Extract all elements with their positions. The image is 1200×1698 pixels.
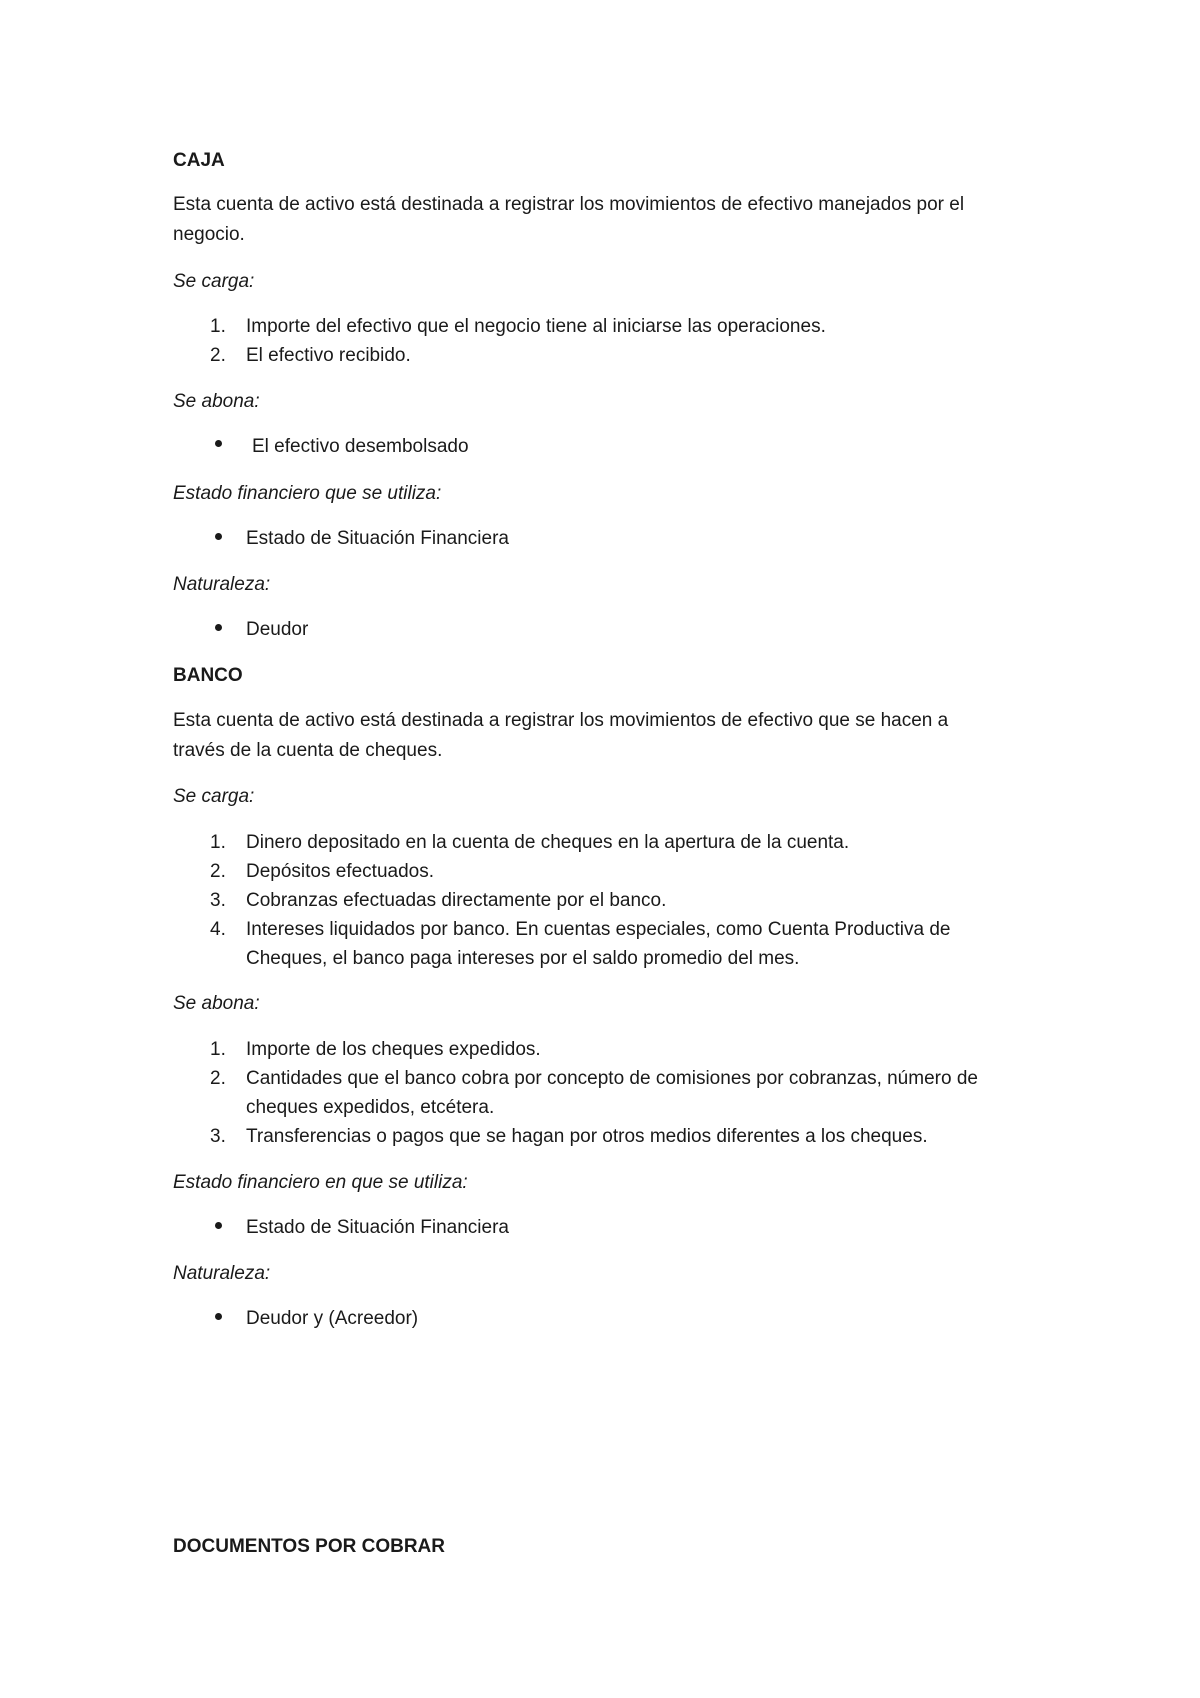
banco-abona-item-1: Importe de los cheques expedidos. <box>246 1039 541 1060</box>
bullet-icon <box>215 1222 222 1229</box>
bullet-icon <box>215 440 222 447</box>
banco-se-carga-label: Se carga: <box>173 786 255 807</box>
banco-description-line2: través de la cuenta de cheques. <box>173 740 443 761</box>
banco-naturaleza-label: Naturaleza: <box>173 1263 271 1284</box>
caja-naturaleza-label: Naturaleza: <box>173 574 271 595</box>
banco-carga-item-2: Depósitos efectuados. <box>246 861 435 882</box>
caja-description-line2: negocio. <box>173 224 245 245</box>
banco-description-line1: Esta cuenta de activo está destinada a registrar los movimientos de efectivo que se hacen a <box>173 710 949 731</box>
caja-naturaleza-item-1: Deudor <box>246 619 309 640</box>
banco-carga-item-3: Cobranzas efectuadas directamente por el banco. <box>246 890 667 911</box>
banco-carga-num-1: 1. <box>210 832 226 853</box>
banco-carga-item-1: Dinero depositado en la cuenta de cheques en la apertura de la cuenta. <box>246 832 850 853</box>
caja-estado-item-1: Estado de Situación Financiera <box>246 528 509 549</box>
caja-carga-num-1: 1. <box>210 316 226 337</box>
caja-carga-item-1: Importe del efectivo que el negocio tiene al iniciarse las operaciones. <box>246 316 826 337</box>
banco-estado-item-1: Estado de Situación Financiera <box>246 1217 509 1238</box>
banco-abona-num-3: 3. <box>210 1126 226 1147</box>
caja-heading: CAJA <box>173 150 225 171</box>
banco-carga-item-4-line2: Cheques, el banco paga intereses por el saldo promedio del mes. <box>246 948 800 969</box>
banco-carga-item-4-line1: Intereses liquidados por banco. En cuentas especiales, como Cuenta Productiva de <box>246 919 951 940</box>
caja-carga-num-2: 2. <box>210 345 226 366</box>
caja-carga-item-2: El efectivo recibido. <box>246 345 411 366</box>
caja-description-line1: Esta cuenta de activo está destinada a registrar los movimientos de efectivo manejados por el <box>173 194 965 215</box>
banco-heading: BANCO <box>173 665 243 686</box>
bullet-icon <box>215 1313 222 1320</box>
banco-abona-item-2-line1: Cantidades que el banco cobra por concepto de comisiones por cobranzas, número de <box>246 1068 978 1089</box>
banco-se-abona-label: Se abona: <box>173 993 260 1014</box>
banco-carga-num-2: 2. <box>210 861 226 882</box>
banco-abona-item-2-line2: cheques expedidos, etcétera. <box>246 1097 495 1118</box>
banco-abona-num-2: 2. <box>210 1068 226 1089</box>
banco-carga-num-3: 3. <box>210 890 226 911</box>
documentos-heading: DOCUMENTOS POR COBRAR <box>173 1536 445 1557</box>
banco-estado-label: Estado financiero en que se utiliza: <box>173 1172 468 1193</box>
banco-abona-item-3: Transferencias o pagos que se hagan por otros medios diferentes a los cheques. <box>246 1126 928 1147</box>
banco-naturaleza-item-1: Deudor y (Acreedor) <box>246 1308 419 1329</box>
caja-abona-item-1: El efectivo desembolsado <box>252 436 469 457</box>
banco-carga-num-4: 4. <box>210 919 226 940</box>
bullet-icon <box>215 533 222 540</box>
caja-se-abona-label: Se abona: <box>173 391 260 412</box>
caja-estado-label: Estado financiero que se utiliza: <box>173 483 442 504</box>
bullet-icon <box>215 624 222 631</box>
banco-abona-num-1: 1. <box>210 1039 226 1060</box>
caja-se-carga-label: Se carga: <box>173 271 255 292</box>
